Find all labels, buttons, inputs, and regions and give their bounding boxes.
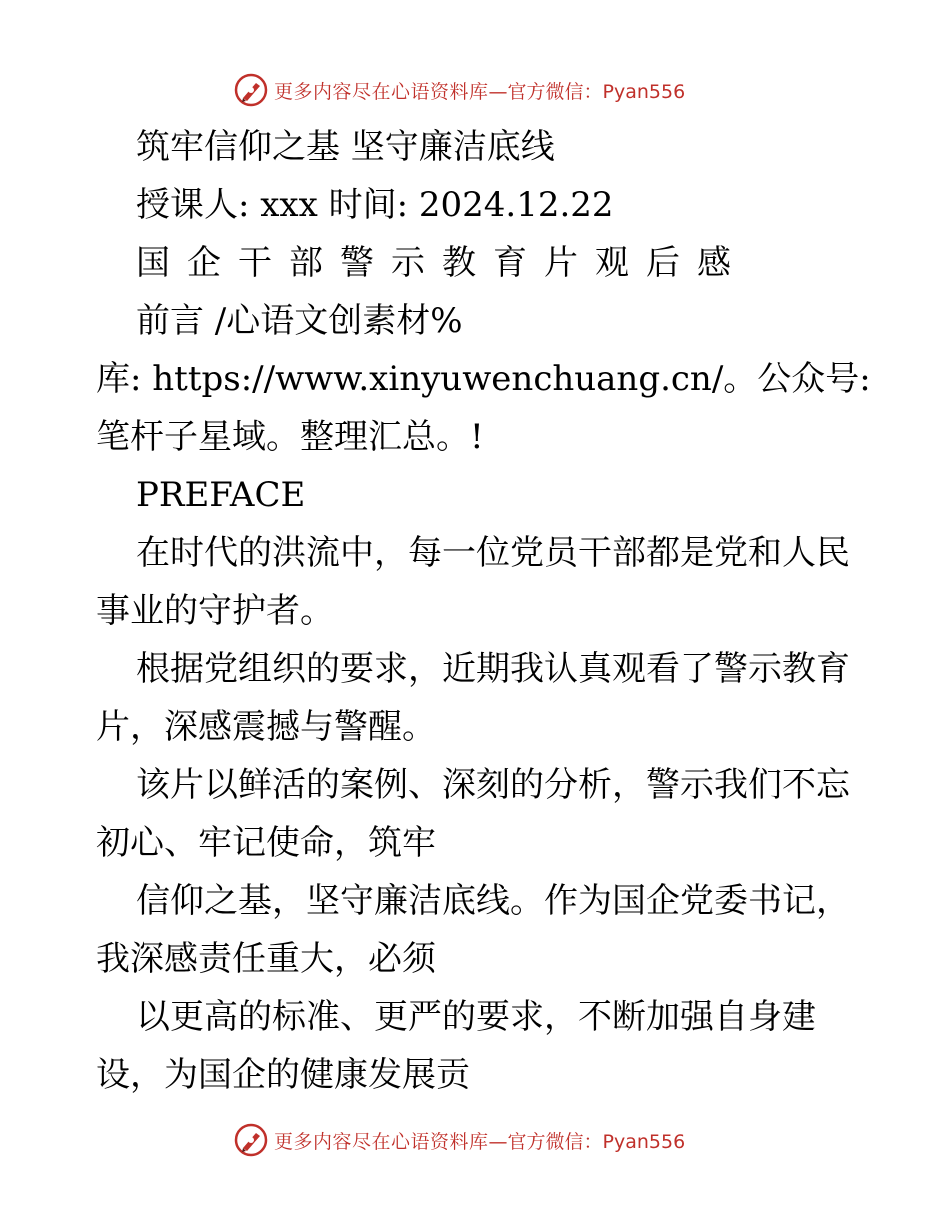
preface-label: PREFACE bbox=[136, 475, 306, 515]
pen-logo-icon bbox=[234, 73, 268, 107]
watermark-wechat-text: —官方微信：Pyan556 bbox=[488, 80, 686, 103]
paragraph-line: 设，为国企的健康发展贡 bbox=[96, 1055, 470, 1095]
paragraph-line: 在时代的洪流中，每一位党员干部都是党和人民 bbox=[136, 533, 850, 573]
watermark-site-text: 更多内容尽在心语资料库 bbox=[274, 80, 489, 103]
paragraph-line: 该片以鲜活的案例、深刻的分析，警示我们不忘 bbox=[136, 765, 850, 805]
pen-logo-icon bbox=[234, 1123, 268, 1157]
paragraph-line: 根据党组织的要求，近期我认真观看了警示教育 bbox=[136, 649, 850, 689]
watermark-header bbox=[234, 72, 714, 108]
paragraph-line: 信仰之基，坚守廉洁底线。作为国企党委书记， bbox=[136, 881, 850, 921]
source-line: 库: https://www.xinyuwenchuang.cn/。公众号: bbox=[96, 359, 871, 399]
paragraph-line: 事业的守护者。 bbox=[96, 591, 334, 631]
watermark-site-text: 更多内容尽在心语资料库 bbox=[274, 1130, 489, 1153]
source-line: 笔杆子星域。整理汇总。! bbox=[96, 417, 484, 457]
watermark-footer bbox=[234, 1122, 714, 1158]
doc-title: 筑牢信仰之基 坚守廉洁底线 bbox=[136, 127, 555, 167]
document-body bbox=[96, 118, 871, 1104]
watermark-wechat-text: —官方微信：Pyan556 bbox=[488, 1130, 686, 1153]
paragraph-line: 我深感责任重大，必须 bbox=[96, 939, 436, 979]
doc-subtitle: 国企干部警示教育片观后感 bbox=[136, 243, 748, 283]
paragraph-line: 片，深感震撼与警醒。 bbox=[96, 707, 436, 747]
lecturer-time-line: 授课人: xxx 时间: 2024.12.22 bbox=[136, 185, 614, 225]
preface-heading: 前言 /心语文创素材% bbox=[136, 301, 463, 341]
paragraph-line: 以更高的标准、更严的要求，不断加强自身建 bbox=[136, 997, 816, 1037]
paragraph-line: 初心、牢记使命，筑牢 bbox=[96, 823, 436, 863]
